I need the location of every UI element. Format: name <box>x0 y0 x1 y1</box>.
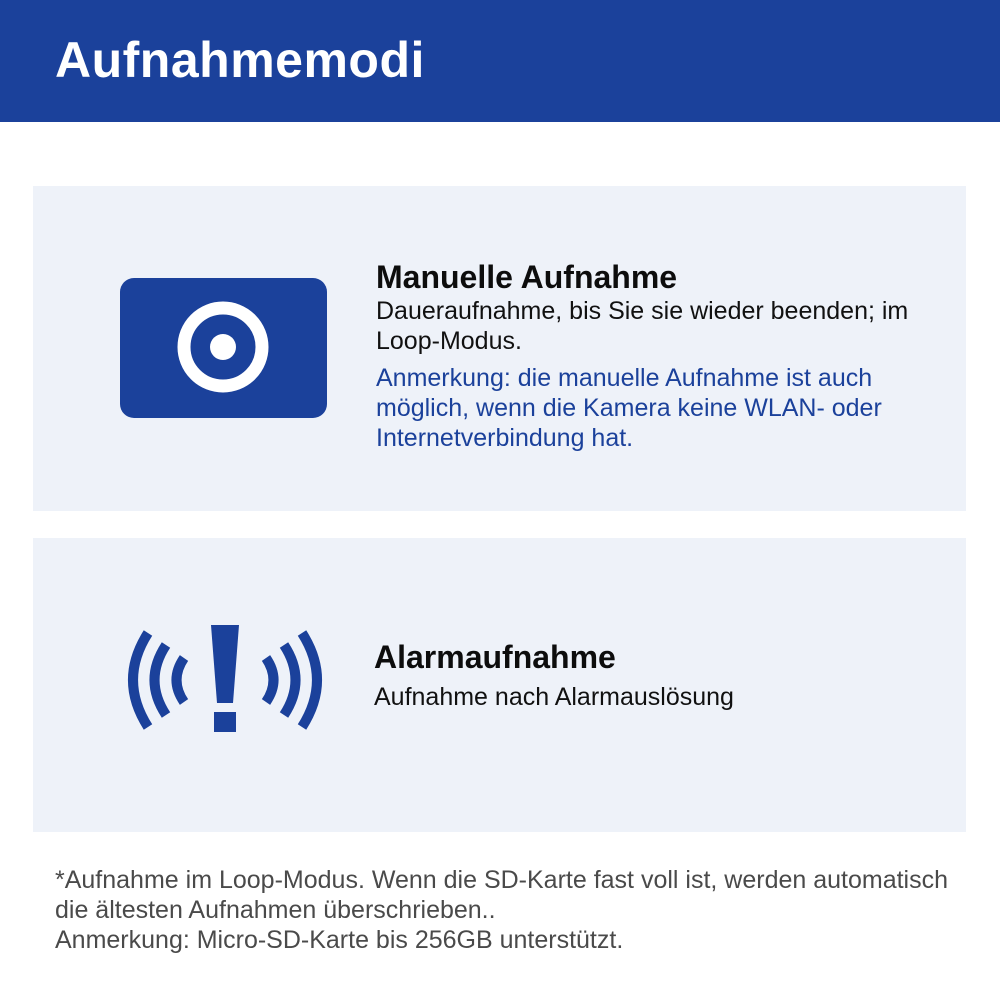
alarm-mode-description: Aufnahme nach Alarmauslösung <box>374 683 734 711</box>
alarm-signal-icon <box>123 623 328 743</box>
header-bar <box>0 0 1000 122</box>
record-target-icon <box>120 278 327 418</box>
footer-notes <box>55 865 975 955</box>
alarm-mode-text <box>374 638 959 712</box>
manual-mode-description: Daueraufnahme, bis Sie sie wieder beenden; im Loop-Modus. <box>376 297 909 355</box>
page-title: Aufnahmemodi <box>55 32 425 88</box>
footer-sd-card-note: Anmerkung: Micro-SD-Karte bis 256GB unterstützt. <box>55 926 624 954</box>
manual-mode-note: Anmerkung: die manuelle Aufnahme ist auch möglich, wenn die Kamera keine WLAN- oder Internetverbindung hat. <box>376 364 882 452</box>
manual-mode-text <box>376 258 961 453</box>
manual-mode-title: Manuelle Aufnahme <box>376 259 678 295</box>
alarm-mode-title: Alarmaufnahme <box>374 639 616 675</box>
mode-card-alarm <box>33 538 966 832</box>
mode-card-manual <box>33 186 966 511</box>
footer-loop-note: *Aufnahme im Loop-Modus. Wenn die SD-Karte fast voll ist, werden automatisch die ältesten Aufnahmen überschrieben.. <box>55 866 949 924</box>
